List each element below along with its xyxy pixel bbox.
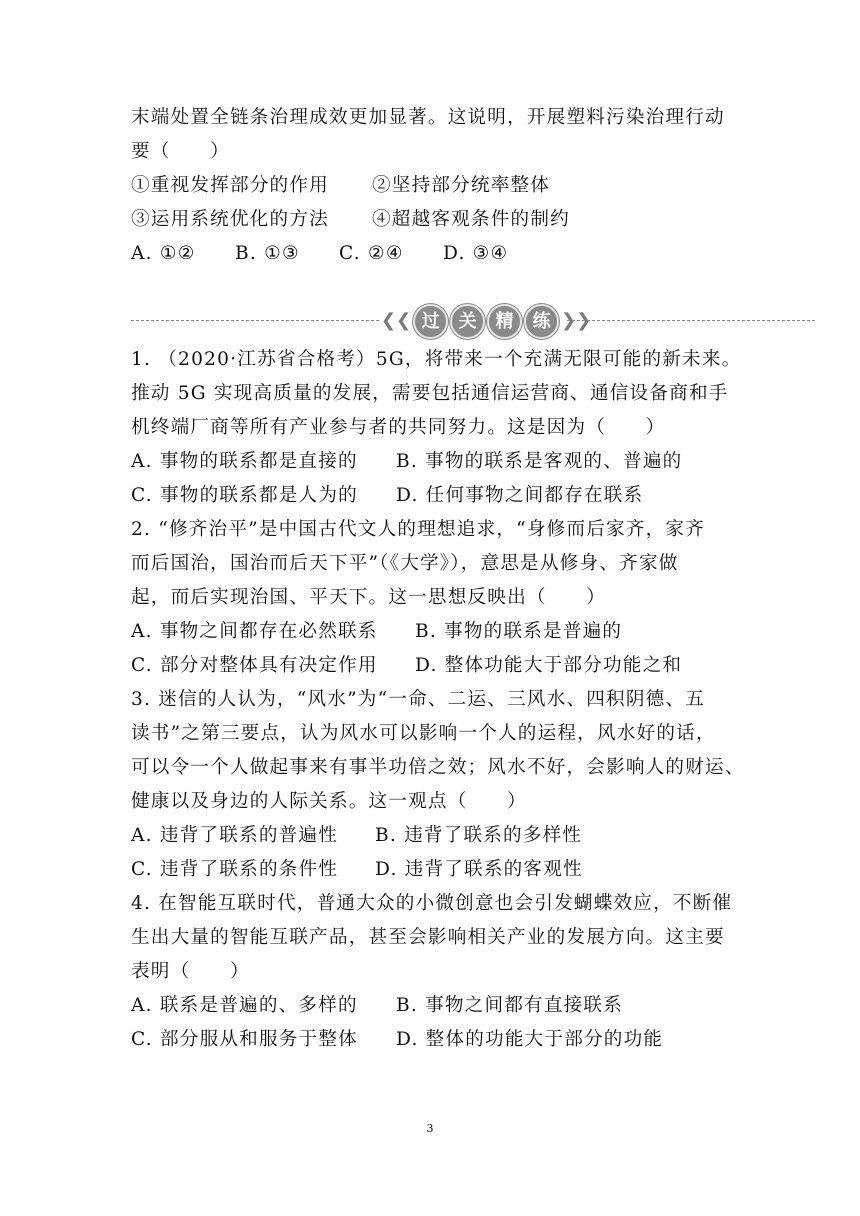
question-line: 可以令一个人做起事来有事半功倍之效；风水不好，会影响人的财运、: [131, 757, 745, 778]
option: B. 违背了联系的多样性: [375, 825, 583, 846]
option: C. 部分对整体具有决定作用: [131, 655, 378, 676]
option: A. ①②: [131, 243, 196, 264]
question-line: 机终端厂商等所有产业参与者的共同努力。这是因为（ ）: [131, 417, 666, 438]
question-line: 表明（ ）: [131, 961, 250, 982]
statement: ①重视发挥部分的作用: [131, 175, 329, 196]
option: A. 事物之间都存在必然联系: [131, 621, 378, 642]
option-row: [131, 989, 623, 1023]
page-number: 3: [426, 1122, 434, 1135]
statement-row: [131, 203, 570, 237]
option: A. 事物的联系都是直接的: [131, 451, 358, 472]
option: A. 违背了联系的普遍性: [131, 825, 338, 846]
option-row: [131, 445, 682, 479]
option: B. 事物的联系是普遍的: [415, 621, 623, 642]
option: A. 联系是普遍的、多样的: [131, 995, 358, 1016]
banner-char: 精: [487, 304, 522, 339]
statement: ②坚持部分统率整体: [372, 175, 551, 196]
option-row: [131, 819, 582, 853]
option: C. 事物的联系都是人为的: [131, 485, 358, 506]
option: D. 整体功能大于部分功能之和: [415, 655, 683, 676]
option: D. ③④: [443, 243, 509, 264]
banner-char: 关: [450, 304, 485, 339]
banner-char: 过: [413, 304, 448, 339]
option: B. 事物之间都有直接联系: [396, 995, 624, 1016]
option-row: [131, 615, 622, 649]
option: D. 任何事物之间都存在联系: [396, 485, 644, 506]
question-line: 3. 迷信的人认为，“风水”为“一命、二运、三风水、四积阴德、五: [131, 689, 706, 710]
option-row: [131, 479, 643, 513]
statement: ④超越客观条件的制约: [372, 209, 570, 230]
section-banner: [381, 304, 591, 338]
option: C. ②④: [339, 243, 404, 264]
option-row: [131, 237, 508, 271]
option-row: [131, 649, 682, 683]
divider-line: [567, 320, 815, 321]
question-line: 1. （2020·江苏省合格考）5G，将带来一个充满无限可能的新未来。: [131, 349, 742, 370]
question-line: 起，而后实现治国、平天下。这一思想反映出（ ）: [131, 587, 607, 608]
option: C. 部分服从和服务于整体: [131, 1029, 358, 1050]
double-chevron-right-icon: ❯❯: [561, 310, 592, 331]
option: D. 违背了联系的客观性: [375, 859, 583, 880]
question-line: 4. 在智能互联时代，普通大众的小微创意也会引发蝴蝶效应，不断催: [131, 893, 733, 914]
option: C. 违背了联系的条件性: [131, 859, 339, 880]
banner-char: 练: [524, 304, 559, 339]
option: D. 整体的功能大于部分的功能: [396, 1029, 664, 1050]
question-line: 读书”之第三要点，认为风水可以影响一个人的运程，风水好的话，: [131, 723, 716, 744]
option: B. ①③: [235, 243, 300, 264]
option-row: [131, 853, 583, 887]
statement-row: [131, 169, 550, 203]
question-line: 2. “修齐治平”是中国古代文人的理想追求，“身修而后家齐，家齐: [131, 519, 706, 540]
divider-line: [131, 320, 379, 321]
option: B. 事物的联系是客观的、普遍的: [396, 451, 683, 472]
statement: ③运用系统优化的方法: [131, 209, 329, 230]
question-line: 生出大量的智能互联产品，甚至会影响相关产业的发展方向。这主要: [131, 927, 725, 948]
option-row: [131, 1023, 663, 1057]
intro-line: 末端处置全链条治理成效更加显著。这说明，开展塑料污染治理行动: [131, 107, 725, 128]
question-line: 健康以及身边的人际关系。这一观点（ ）: [131, 791, 527, 812]
intro-line: 要（ ）: [131, 141, 230, 162]
section-divider: [131, 304, 815, 338]
question-line: 推动 5G 实现高质量的发展，需要包括通信运营商、通信设备商和手: [131, 383, 729, 404]
double-chevron-left-icon: ❮❮: [381, 310, 412, 331]
question-line: 而后国治，国治而后天下平”（《大学》），意思是从修身、齐家做: [131, 553, 679, 574]
